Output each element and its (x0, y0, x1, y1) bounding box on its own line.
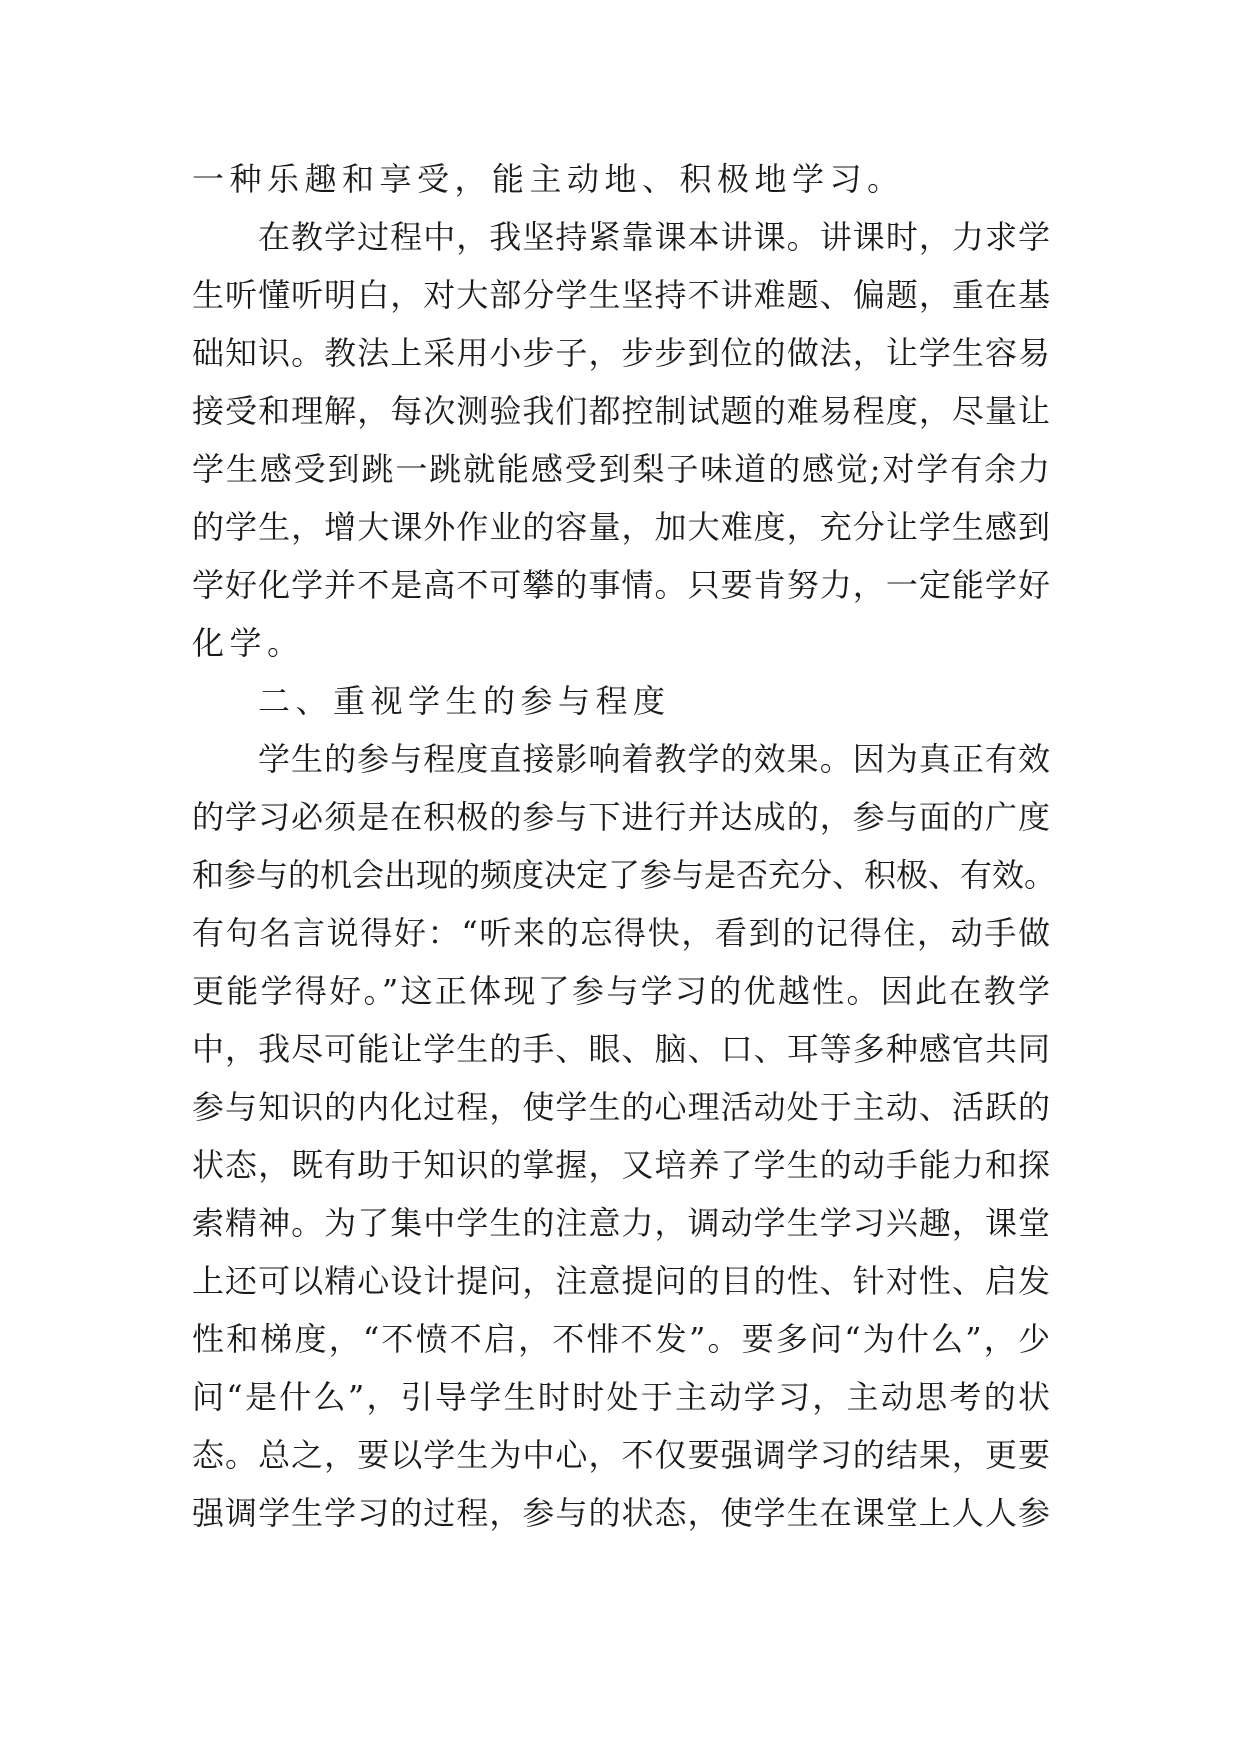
text-line: 接受和理解，每次测验我们都控制试题的难易程度，尽量让 (192, 392, 1050, 430)
paragraph-start-line: 在教学过程中，我坚持紧靠课本讲课。讲课时，力求学 (258, 218, 1050, 256)
text-line: 更能学得好。”这正体现了参与学习的优越性。因此在教学 (192, 972, 1050, 1010)
paragraph-start-line: 学生的参与程度直接影响着教学的效果。因为真正有效 (258, 740, 1050, 778)
text-line: 有句名言说得好：“听来的忘得快，看到的记得住，动手做 (192, 914, 1050, 952)
document-page (192, 150, 1057, 1542)
text-line: 和参与的机会出现的频度决定了参与是否充分、积极、有效。 (192, 856, 1057, 894)
text-line: 生听懂听明白，对大部分学生坚持不讲难题、偏题，重在基 (192, 276, 1050, 314)
text-line: 状态，既有助于知识的掌握，又培养了学生的动手能力和探 (192, 1146, 1050, 1184)
text-line: 参与知识的内化过程，使学生的心理活动处于主动、活跃的 (192, 1088, 1050, 1126)
text-line: 性和梯度，“不愤不启，不悱不发”。要多问“为什么”，少 (192, 1320, 1050, 1358)
text-line: 的学习必须是在积极的参与下进行并达成的，参与面的广度 (192, 798, 1050, 836)
text-line: 学好化学并不是高不可攀的事情。只要肯努力，一定能学好 (192, 566, 1050, 604)
text-line: 中，我尽可能让学生的手、眼、脑、口、耳等多种感官共同 (192, 1030, 1050, 1068)
text-line: 态。总之，要以学生为中心，不仅要强调学习的结果，更要 (192, 1436, 1050, 1474)
text-line: 础知识。教法上采用小步子，步步到位的做法，让学生容易 (192, 334, 1050, 372)
text-line: 索精神。为了集中学生的注意力，调动学生学习兴趣，课堂 (192, 1204, 1050, 1242)
text-line: 上还可以精心设计提问，注意提问的目的性、针对性、启发 (192, 1262, 1050, 1300)
text-line: 学生感受到跳一跳就能感受到梨子味道的感觉;对学有余力 (192, 450, 1050, 488)
text-line: 化学。 (192, 624, 305, 662)
text-line: 的学生，增大课外作业的容量，加大难度，充分让学生感到 (192, 508, 1050, 546)
text-line: 一种乐趣和享受，能主动地、积极地学习。 (192, 160, 905, 198)
text-line: 强调学生学习的过程，参与的状态，使学生在课堂上人人参 (192, 1494, 1050, 1532)
section-heading: 二、重视学生的参与程度 (258, 682, 671, 720)
text-line: 问“是什么”，引导学生时时处于主动学习，主动思考的状 (192, 1378, 1050, 1416)
